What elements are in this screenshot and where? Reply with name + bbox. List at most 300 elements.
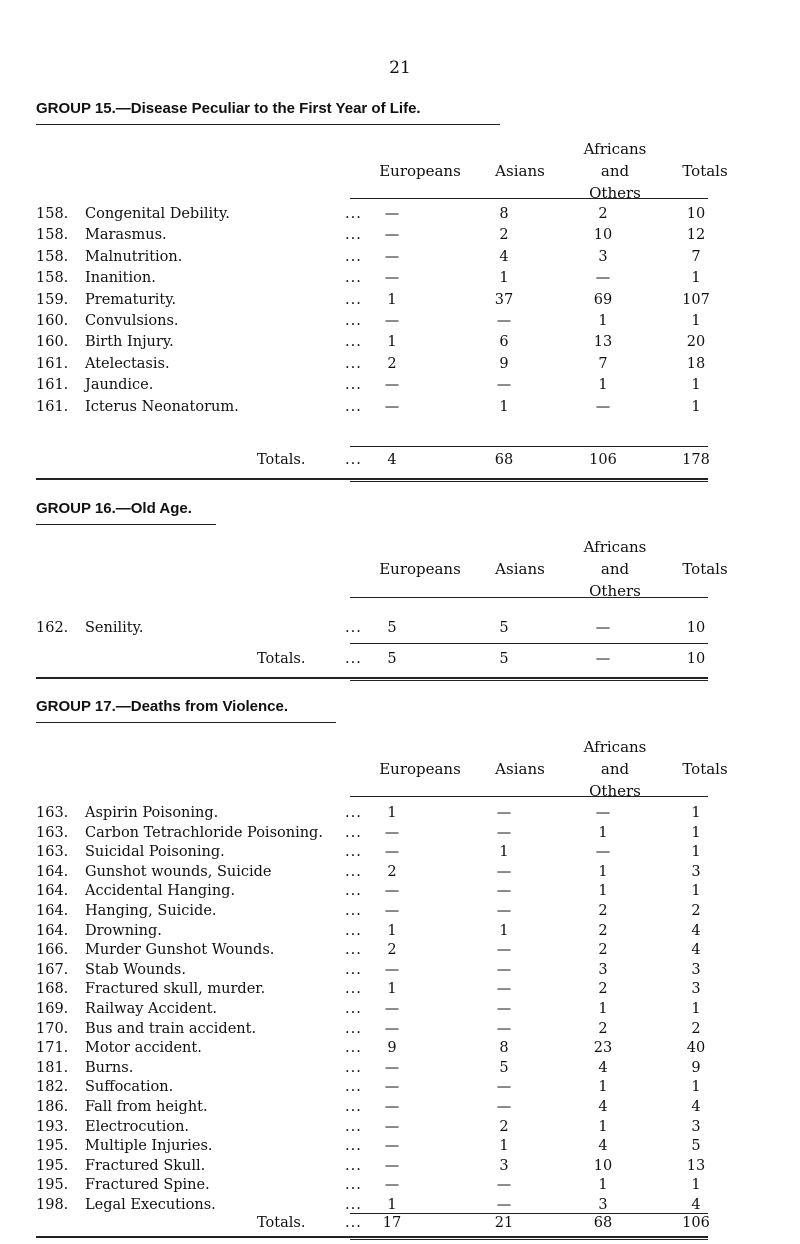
leader-dots: ... bbox=[345, 291, 362, 308]
cell-totals: 1 bbox=[691, 805, 701, 821]
cell-europeans: — bbox=[384, 377, 400, 394]
cell-totals: 3 bbox=[691, 981, 701, 998]
row-code: 195. bbox=[36, 1157, 69, 1174]
row-cause: Fractured Skull. bbox=[85, 1157, 206, 1174]
row-code: 158. bbox=[36, 206, 69, 222]
row-code: 161. bbox=[36, 377, 69, 394]
total-totals: 106 bbox=[682, 1215, 710, 1231]
col-header-africans-line1: Africans bbox=[583, 140, 647, 158]
leader-dots: ... bbox=[345, 1215, 362, 1231]
cell-africans: 4 bbox=[598, 1138, 608, 1155]
col-header-africans-line2: and bbox=[600, 560, 630, 578]
leader-dots: ... bbox=[345, 903, 362, 919]
group-16-header bbox=[0, 528, 800, 598]
col-header-totals: Totals bbox=[682, 760, 728, 778]
cell-asians: — bbox=[496, 863, 512, 880]
title-underline bbox=[36, 124, 500, 125]
cell-asians: — bbox=[496, 981, 512, 998]
cell-europeans: 5 bbox=[387, 620, 397, 636]
row-cause: Aspirin Poisoning. bbox=[85, 805, 219, 821]
cell-africans: 10 bbox=[593, 1157, 613, 1174]
row-code: 161. bbox=[36, 398, 69, 415]
table-row bbox=[0, 1138, 800, 1158]
leader-dots: ... bbox=[345, 227, 362, 244]
table-row bbox=[0, 1021, 800, 1041]
cell-asians: — bbox=[496, 903, 512, 919]
total-africans: — bbox=[595, 651, 611, 667]
cell-africans: 1 bbox=[598, 883, 608, 900]
leader-dots: ... bbox=[345, 981, 362, 998]
section-end-rule bbox=[36, 677, 708, 679]
cell-asians: 2 bbox=[499, 1118, 509, 1135]
table-row bbox=[0, 1177, 800, 1197]
cell-totals: 1 bbox=[691, 824, 701, 841]
table-row bbox=[0, 962, 800, 982]
cell-asians: 1 bbox=[499, 1138, 509, 1155]
cell-totals: 10 bbox=[686, 206, 706, 222]
leader-dots: ... bbox=[345, 452, 362, 468]
row-code: 164. bbox=[36, 863, 69, 880]
table-row bbox=[0, 1001, 800, 1021]
cell-europeans: — bbox=[384, 227, 400, 244]
cell-africans: 23 bbox=[593, 1040, 613, 1057]
cell-asians: — bbox=[496, 1001, 512, 1017]
cell-africans: 2 bbox=[598, 981, 608, 998]
cell-africans: 2 bbox=[598, 942, 608, 959]
cell-africans: — bbox=[595, 844, 611, 861]
cell-asians: 1 bbox=[499, 844, 509, 861]
row-cause: Jaundice. bbox=[85, 377, 154, 394]
total-totals: 10 bbox=[686, 651, 706, 667]
col-header-asians: Asians bbox=[495, 162, 545, 180]
cell-africans: 3 bbox=[598, 1197, 608, 1213]
row-code: 162. bbox=[36, 620, 69, 636]
cell-asians: 37 bbox=[494, 291, 514, 308]
cell-totals: 1 bbox=[691, 844, 701, 861]
table-row bbox=[0, 334, 800, 355]
cell-totals: 1 bbox=[691, 1079, 701, 1096]
leader-dots: ... bbox=[345, 883, 362, 900]
cell-asians: 5 bbox=[499, 1059, 509, 1076]
row-code: 158. bbox=[36, 270, 69, 287]
row-cause: Birth Injury. bbox=[85, 334, 174, 351]
col-header-africans bbox=[565, 536, 665, 602]
cell-europeans: 1 bbox=[387, 922, 397, 939]
leader-dots: ... bbox=[345, 270, 362, 287]
cell-asians: 1 bbox=[499, 398, 509, 415]
cell-asians: — bbox=[496, 313, 512, 329]
row-code: 158. bbox=[36, 227, 69, 244]
row-code: 164. bbox=[36, 922, 69, 939]
cell-totals: 18 bbox=[686, 355, 706, 372]
table-row bbox=[0, 227, 800, 248]
cell-africans: 4 bbox=[598, 1059, 608, 1076]
row-cause: Carbon Tetrachloride Poisoning. bbox=[85, 824, 323, 841]
row-cause: Icterus Neonatorum. bbox=[85, 398, 239, 415]
row-cause: Motor accident. bbox=[85, 1040, 202, 1057]
cell-africans: 10 bbox=[593, 227, 613, 244]
row-cause: Senility. bbox=[85, 620, 144, 636]
row-cause: Bus and train accident. bbox=[85, 1020, 257, 1037]
cell-africans: 1 bbox=[598, 1177, 608, 1194]
table-row bbox=[0, 1079, 800, 1099]
total-asians: 5 bbox=[499, 651, 509, 667]
row-code: 181. bbox=[36, 1059, 69, 1076]
cell-totals: 3 bbox=[691, 863, 701, 880]
cell-europeans: — bbox=[384, 313, 400, 329]
row-cause: Fractured Spine. bbox=[85, 1177, 210, 1194]
leader-dots: ... bbox=[345, 805, 362, 821]
cell-asians: 9 bbox=[499, 355, 509, 372]
table-row bbox=[0, 356, 800, 377]
cell-africans: 2 bbox=[598, 206, 608, 222]
leader-dots: ... bbox=[345, 313, 362, 329]
cell-asians: — bbox=[496, 1020, 512, 1037]
cell-totals: 4 bbox=[691, 1099, 701, 1115]
leader-dots: ... bbox=[345, 355, 362, 372]
row-code: 163. bbox=[36, 824, 69, 841]
section-end-rule bbox=[36, 478, 708, 480]
cell-asians: 4 bbox=[499, 248, 509, 265]
cell-totals: 4 bbox=[691, 942, 701, 959]
table-row bbox=[0, 270, 800, 291]
leader-dots: ... bbox=[345, 620, 362, 636]
cell-africans: 1 bbox=[598, 313, 608, 329]
cell-asians: — bbox=[496, 883, 512, 900]
group-17-header bbox=[0, 728, 800, 798]
title-underline bbox=[36, 722, 336, 723]
cell-africans: 7 bbox=[598, 355, 608, 372]
section-end-rule bbox=[36, 1236, 708, 1238]
leader-dots: ... bbox=[345, 961, 362, 978]
table-row bbox=[0, 292, 800, 313]
row-cause: Drowning. bbox=[85, 922, 162, 939]
cell-asians: 2 bbox=[499, 227, 509, 244]
table-row bbox=[0, 981, 800, 1001]
cell-asians: 1 bbox=[499, 922, 509, 939]
leader-dots: ... bbox=[345, 1099, 362, 1115]
table-row bbox=[0, 620, 800, 641]
leader-dots: ... bbox=[345, 1138, 362, 1155]
table-row bbox=[0, 864, 800, 884]
row-cause: Marasmus. bbox=[85, 227, 167, 244]
cell-asians: — bbox=[496, 1079, 512, 1096]
cell-totals: 1 bbox=[691, 883, 701, 900]
table-row bbox=[0, 1119, 800, 1139]
row-code: 160. bbox=[36, 313, 69, 329]
cell-totals: 1 bbox=[691, 377, 701, 394]
cell-africans: 13 bbox=[593, 334, 613, 351]
table-row bbox=[0, 1099, 800, 1119]
row-cause: Suffocation. bbox=[85, 1079, 174, 1096]
cell-africans: — bbox=[595, 805, 611, 821]
table-row bbox=[0, 844, 800, 864]
col-header-africans-line1: Africans bbox=[583, 538, 647, 556]
cell-totals: 107 bbox=[682, 291, 710, 308]
row-cause: Railway Accident. bbox=[85, 1001, 218, 1017]
row-code: 167. bbox=[36, 961, 69, 978]
cell-europeans: 1 bbox=[387, 1197, 397, 1213]
row-cause: Atelectasis. bbox=[85, 355, 170, 372]
cell-africans: 1 bbox=[598, 377, 608, 394]
row-code: 195. bbox=[36, 1138, 69, 1155]
col-header-africans-line1: Africans bbox=[583, 738, 647, 756]
cell-africans: 1 bbox=[598, 824, 608, 841]
row-code: 169. bbox=[36, 1001, 69, 1017]
cell-africans: — bbox=[595, 270, 611, 287]
page-number: 21 bbox=[389, 58, 411, 78]
cell-totals: 1 bbox=[691, 398, 701, 415]
cell-africans: 1 bbox=[598, 1001, 608, 1017]
leader-dots: ... bbox=[345, 206, 362, 222]
cell-europeans: — bbox=[384, 206, 400, 222]
cell-europeans: — bbox=[384, 1118, 400, 1135]
header-rule bbox=[350, 198, 708, 199]
cell-africans: 3 bbox=[598, 961, 608, 978]
cell-africans: — bbox=[595, 620, 611, 636]
row-code: 160. bbox=[36, 334, 69, 351]
section-end-rule-2 bbox=[350, 1239, 708, 1240]
cell-totals: 13 bbox=[686, 1157, 706, 1174]
group-16-totals-row bbox=[0, 651, 800, 671]
totals-label: Totals. bbox=[257, 452, 306, 468]
group-15-header bbox=[0, 130, 800, 200]
cell-europeans: — bbox=[384, 844, 400, 861]
table-row bbox=[0, 1158, 800, 1178]
row-cause: Electrocution. bbox=[85, 1118, 190, 1135]
cell-africans: 69 bbox=[593, 291, 613, 308]
table-row bbox=[0, 1040, 800, 1060]
table-row bbox=[0, 923, 800, 943]
row-code: 164. bbox=[36, 883, 69, 900]
total-totals: 178 bbox=[682, 452, 710, 468]
row-code: 166. bbox=[36, 942, 69, 959]
row-code: 163. bbox=[36, 805, 69, 821]
cell-totals: 1 bbox=[691, 270, 701, 287]
row-cause: Burns. bbox=[85, 1059, 134, 1076]
cell-europeans: — bbox=[384, 1177, 400, 1194]
table-row bbox=[0, 805, 800, 825]
cell-totals: 4 bbox=[691, 922, 701, 939]
cell-asians: — bbox=[496, 1099, 512, 1115]
col-header-africans-line3: Others bbox=[589, 782, 641, 800]
cell-africans: 1 bbox=[598, 863, 608, 880]
row-cause: Inanition. bbox=[85, 270, 156, 287]
totals-label: Totals. bbox=[257, 1215, 306, 1231]
row-cause: Fall from height. bbox=[85, 1099, 208, 1115]
row-code: 198. bbox=[36, 1197, 69, 1213]
cell-totals: 12 bbox=[686, 227, 706, 244]
cell-africans: 4 bbox=[598, 1099, 608, 1115]
row-code: 170. bbox=[36, 1020, 69, 1037]
group-15-title: GROUP 15.—Disease Peculiar to the First Year of Life. bbox=[36, 100, 421, 117]
cell-europeans: 9 bbox=[387, 1040, 397, 1057]
cell-asians: — bbox=[496, 1197, 512, 1213]
cell-totals: 1 bbox=[691, 313, 701, 329]
cell-europeans: 1 bbox=[387, 805, 397, 821]
cell-totals: 4 bbox=[691, 1197, 701, 1213]
leader-dots: ... bbox=[345, 651, 362, 667]
row-code: 161. bbox=[36, 355, 69, 372]
col-header-asians: Asians bbox=[495, 760, 545, 778]
row-code: 195. bbox=[36, 1177, 69, 1194]
cell-asians: — bbox=[496, 377, 512, 394]
cell-asians: 8 bbox=[499, 1040, 509, 1057]
row-cause: Suicidal Poisoning. bbox=[85, 844, 225, 861]
col-header-totals: Totals bbox=[682, 560, 728, 578]
cell-totals: 10 bbox=[686, 620, 706, 636]
cell-europeans: — bbox=[384, 1157, 400, 1174]
leader-dots: ... bbox=[345, 1001, 362, 1017]
col-header-africans-line3: Others bbox=[589, 582, 641, 600]
row-code: 168. bbox=[36, 981, 69, 998]
total-europeans: 5 bbox=[387, 651, 397, 667]
leader-dots: ... bbox=[345, 942, 362, 959]
cell-totals: 20 bbox=[686, 334, 706, 351]
cell-asians: — bbox=[496, 961, 512, 978]
cell-totals: 40 bbox=[686, 1040, 706, 1057]
col-header-europeans: Europeans bbox=[379, 760, 461, 778]
col-header-europeans: Europeans bbox=[379, 560, 461, 578]
cell-totals: 2 bbox=[691, 1020, 701, 1037]
cell-europeans: 2 bbox=[387, 355, 397, 372]
cell-totals: 5 bbox=[691, 1138, 701, 1155]
cell-europeans: — bbox=[384, 398, 400, 415]
totals-rule bbox=[350, 643, 708, 644]
leader-dots: ... bbox=[345, 398, 362, 415]
col-header-asians: Asians bbox=[495, 560, 545, 578]
col-header-totals: Totals bbox=[682, 162, 728, 180]
totals-rule bbox=[350, 446, 708, 447]
cell-europeans: 1 bbox=[387, 981, 397, 998]
cell-totals: 3 bbox=[691, 1118, 701, 1135]
col-header-africans bbox=[565, 138, 665, 204]
col-header-africans-line2: and bbox=[600, 760, 630, 778]
total-europeans: 4 bbox=[387, 452, 397, 468]
cell-europeans: — bbox=[384, 824, 400, 841]
cell-asians: 1 bbox=[499, 270, 509, 287]
row-cause: Legal Executions. bbox=[85, 1197, 216, 1213]
cell-europeans: — bbox=[384, 1059, 400, 1076]
cell-europeans: 1 bbox=[387, 291, 397, 308]
cell-europeans: 2 bbox=[387, 942, 397, 959]
header-rule bbox=[350, 796, 708, 797]
cell-africans: 1 bbox=[598, 1118, 608, 1135]
table-row bbox=[0, 1060, 800, 1080]
row-cause: Fractured skull, murder. bbox=[85, 981, 266, 998]
group-16-title: GROUP 16.—Old Age. bbox=[36, 500, 192, 517]
col-header-africans-line3: Others bbox=[589, 184, 641, 202]
cell-africans: 2 bbox=[598, 922, 608, 939]
table-row bbox=[0, 883, 800, 903]
total-asians: 21 bbox=[494, 1215, 514, 1231]
cell-asians: 5 bbox=[499, 620, 509, 636]
total-europeans: 17 bbox=[382, 1215, 402, 1231]
leader-dots: ... bbox=[345, 863, 362, 880]
totals-label: Totals. bbox=[257, 651, 306, 667]
leader-dots: ... bbox=[345, 1118, 362, 1135]
section-end-rule-2 bbox=[350, 481, 708, 482]
total-africans: 106 bbox=[589, 452, 617, 468]
total-africans: 68 bbox=[593, 1215, 613, 1231]
row-code: 159. bbox=[36, 291, 69, 308]
leader-dots: ... bbox=[345, 1197, 362, 1213]
cell-africans: 2 bbox=[598, 903, 608, 919]
row-cause: Prematurity. bbox=[85, 291, 177, 308]
row-cause: Convulsions. bbox=[85, 313, 179, 329]
header-rule bbox=[350, 597, 708, 598]
col-header-africans bbox=[565, 736, 665, 802]
cell-totals: 3 bbox=[691, 961, 701, 978]
cell-asians: — bbox=[496, 942, 512, 959]
leader-dots: ... bbox=[345, 1079, 362, 1096]
group-17-title: GROUP 17.—Deaths from Violence. bbox=[36, 698, 289, 715]
cell-totals: 7 bbox=[691, 248, 701, 265]
group-15-totals-row bbox=[0, 452, 800, 472]
cell-asians: — bbox=[496, 824, 512, 841]
cell-asians: 6 bbox=[499, 334, 509, 351]
leader-dots: ... bbox=[345, 1040, 362, 1057]
row-code: 164. bbox=[36, 903, 69, 919]
cell-totals: 2 bbox=[691, 903, 701, 919]
cell-europeans: — bbox=[384, 1020, 400, 1037]
leader-dots: ... bbox=[345, 377, 362, 394]
row-code: 163. bbox=[36, 844, 69, 861]
cell-totals: 9 bbox=[691, 1059, 701, 1076]
cell-europeans: — bbox=[384, 961, 400, 978]
row-cause: Congenital Debility. bbox=[85, 206, 230, 222]
cell-asians: — bbox=[496, 805, 512, 821]
cell-africans: 1 bbox=[598, 1079, 608, 1096]
cell-africans: — bbox=[595, 398, 611, 415]
cell-europeans: — bbox=[384, 903, 400, 919]
cell-asians: 3 bbox=[499, 1157, 509, 1174]
section-end-rule-2 bbox=[350, 680, 708, 681]
row-cause: Hanging, Suicide. bbox=[85, 903, 217, 919]
row-code: 186. bbox=[36, 1099, 69, 1115]
cell-europeans: — bbox=[384, 1138, 400, 1155]
cell-europeans: — bbox=[384, 1099, 400, 1115]
col-header-africans-line2: and bbox=[600, 162, 630, 180]
total-asians: 68 bbox=[494, 452, 514, 468]
table-row bbox=[0, 249, 800, 270]
leader-dots: ... bbox=[345, 1059, 362, 1076]
leader-dots: ... bbox=[345, 334, 362, 351]
row-cause: Murder Gunshot Wounds. bbox=[85, 942, 275, 959]
row-code: 193. bbox=[36, 1118, 69, 1135]
row-code: 158. bbox=[36, 248, 69, 265]
leader-dots: ... bbox=[345, 1157, 362, 1174]
table-row bbox=[0, 206, 800, 227]
table-row bbox=[0, 313, 800, 334]
leader-dots: ... bbox=[345, 248, 362, 265]
totals-rule bbox=[350, 1213, 708, 1214]
row-cause: Malnutrition. bbox=[85, 248, 183, 265]
cell-europeans: — bbox=[384, 1079, 400, 1096]
cell-europeans: — bbox=[384, 883, 400, 900]
cell-totals: 1 bbox=[691, 1001, 701, 1017]
cell-africans: 3 bbox=[598, 248, 608, 265]
cell-africans: 2 bbox=[598, 1020, 608, 1037]
table-row bbox=[0, 942, 800, 962]
cell-europeans: 2 bbox=[387, 863, 397, 880]
cell-europeans: 1 bbox=[387, 334, 397, 351]
cell-asians: 8 bbox=[499, 206, 509, 222]
group-17-totals-row bbox=[0, 1215, 800, 1235]
leader-dots: ... bbox=[345, 824, 362, 841]
title-underline bbox=[36, 524, 216, 525]
row-cause: Accidental Hanging. bbox=[85, 883, 236, 900]
